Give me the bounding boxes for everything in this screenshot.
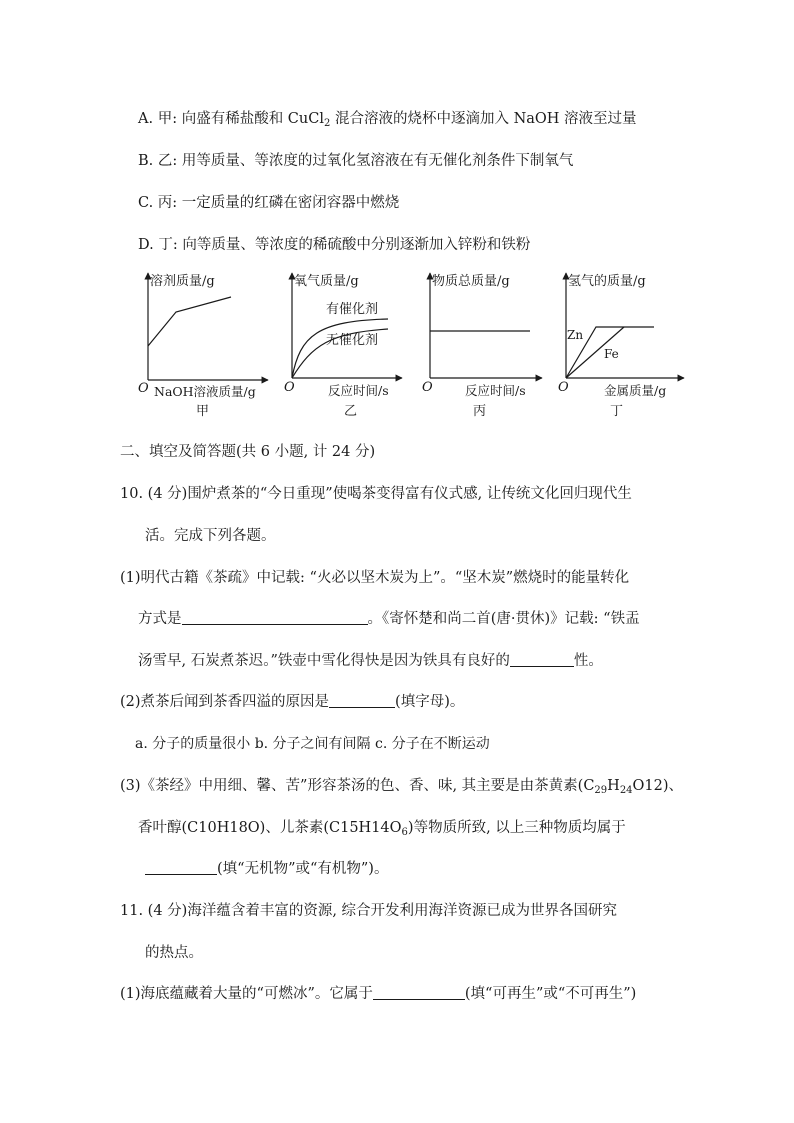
series-label-catalyst: 有催化剂 (326, 302, 379, 317)
q10-part3-line2: 香叶醇(C10H18O)、儿茶素$(C15H14O_6)$等物质所致, 以上三种物质均属于 (138, 820, 626, 838)
answer-blank-substance-type[interactable] (145, 860, 217, 875)
answer-blank-property[interactable] (510, 652, 574, 667)
graph-jia (136, 265, 276, 425)
origin-label: O (138, 381, 149, 396)
graph-name: 丁 (610, 404, 624, 419)
q10-stem-line2: 活。完成下列各题。 (145, 528, 276, 544)
option-b (138, 151, 573, 171)
option-c (138, 193, 399, 213)
x-axis-label: NaOH溶液质量/g (154, 384, 256, 399)
origin-label: O (558, 380, 569, 395)
catalyst-curve (292, 319, 388, 378)
q10-part3-line1: (3)《茶经》中用细、馨、苦”形容茶汤的色、香、味, 其主要是由茶黄素$(C_{29}H_{24}O12)$、 (120, 778, 684, 796)
option-a-letter: A. (138, 111, 154, 127)
option-d (138, 235, 530, 255)
answer-blank-renewable[interactable] (373, 985, 465, 1000)
q10-part1-line3: 汤雪早, 石炭煮茶迟。”铁壶中雪化得快是因为铁具有良好的 性。 (138, 653, 603, 669)
origin-label: O (284, 380, 295, 395)
solvent-curve (148, 297, 231, 346)
q10-part2-options: a. 分子的质量很小 b. 分子之间有间隔 c. 分子在不断运动 (135, 736, 490, 752)
graph-name: 丙 (473, 404, 487, 419)
origin-label: O (422, 380, 433, 395)
q10-part2-line1: (2)煮茶后闻到茶香四溢的原因是 (填字母)。 (120, 694, 465, 710)
x-axis-label: 金属质量/g (604, 383, 667, 398)
section-heading: 二、填空及简答题(共 6 小题, 计 24 分) (120, 444, 376, 460)
q10-part1-line2: 方式是 。《寄怀楚和尚二首(唐·贯休)》记载: “铁盂 (138, 611, 640, 627)
series-label-zn: Zn (567, 328, 584, 342)
answer-blank-letter[interactable] (329, 693, 395, 708)
q11-stem-line2: 的热点。 (145, 945, 203, 961)
graph-ding (554, 265, 694, 425)
series-label-fe: Fe (604, 347, 619, 361)
y-axis-label: 氧气质量/g (294, 274, 359, 289)
y-axis-label: 物质总质量/g (432, 274, 510, 289)
graph-name: 甲 (196, 404, 210, 419)
x-axis-label: 反应时间/s (328, 383, 389, 398)
option-c-letter: C. (138, 195, 154, 211)
y-axis-label: 溶剂质量/g (150, 274, 215, 289)
y-axis-label: 氢气的质量/g (568, 274, 646, 289)
series-label-no-catalyst: 无催化剂 (326, 333, 379, 348)
graph-name: 乙 (344, 404, 358, 419)
x-axis-label: 反应时间/s (465, 383, 526, 398)
option-b-letter: B. (138, 153, 154, 169)
q11-stem-line1: 11. (4 分)海洋蕴含着丰富的资源, 综合开发利用海洋资源已成为世界各国研究 (120, 903, 618, 919)
q10-part3-line3: (填“无机物”或“有机物”)。 (145, 859, 388, 879)
option-a-text: 甲: 向盛有稀盐酸和 CuCl$_2$ 混合溶液的烧杯中逐滴加入 NaOH 溶液至过量 (157, 111, 637, 129)
graph-bing (418, 265, 548, 425)
graph-yi (280, 265, 410, 425)
option-c-text: 丙: 一定质量的红磷在密闭容器中燃烧 (157, 195, 400, 211)
answer-blank-energy[interactable] (182, 610, 368, 625)
option-a (138, 109, 637, 134)
q11-part1: (1)海底蕴藏着大量的“可燃冰”。它属于 (填“可再生”或“不可再生”) (120, 986, 637, 1002)
q10-stem-line1: 10. (4 分)围炉煮茶的“今日重现”使喝茶变得富有仪式感, 让传统文化回归现代生 (120, 486, 632, 502)
option-b-text: 乙: 用等质量、等浓度的过氧化氢溶液在有无催化剂条件下制氧气 (157, 153, 574, 169)
q10-part1-line1: (1)明代古籍《茶疏》中记载: “火必以坚木炭为上”。“坚木炭”燃烧时的能量转化 (120, 570, 630, 586)
option-d-text: 丁: 向等质量、等浓度的稀硫酸中分别逐渐加入锌粉和铁粉 (158, 237, 531, 253)
option-d-letter: D. (138, 237, 154, 253)
